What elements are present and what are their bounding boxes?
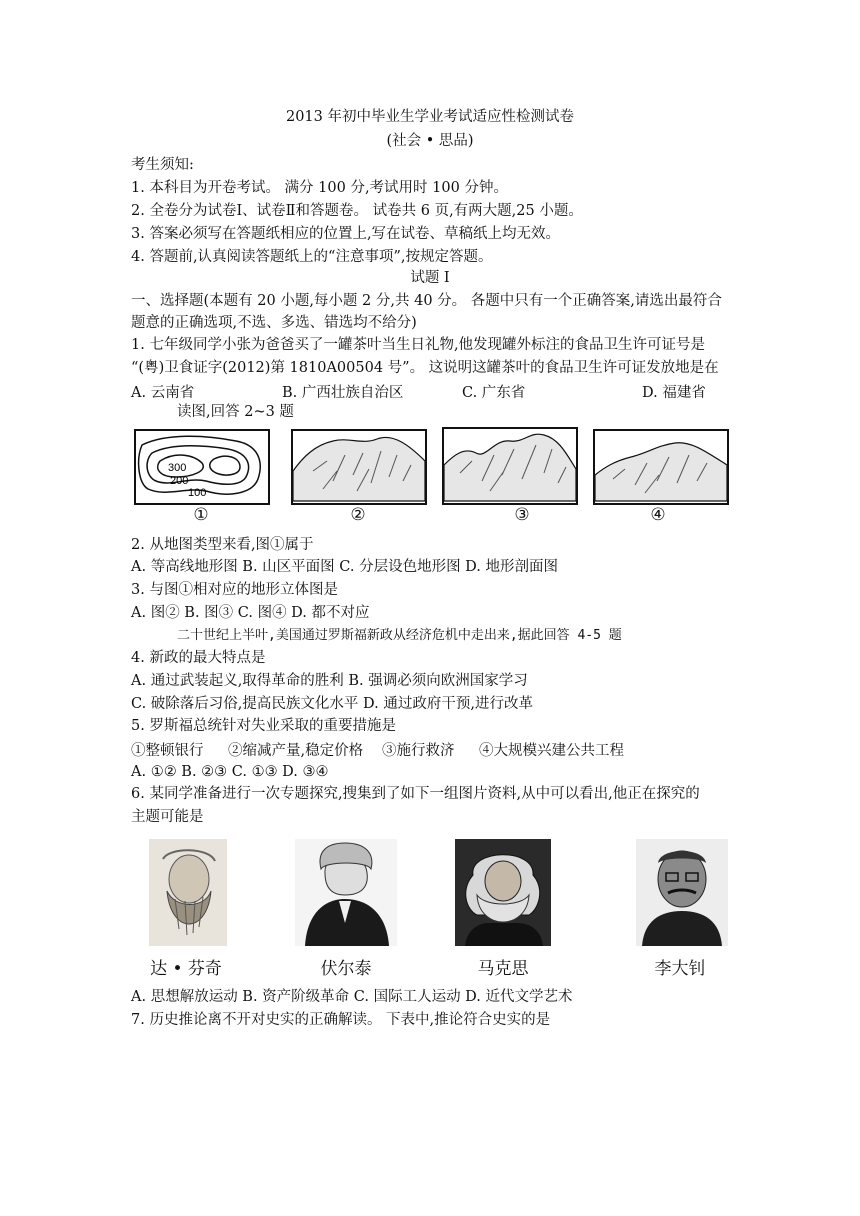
q1-option-a: A. 云南省: [131, 385, 195, 401]
contour-label: 100: [188, 487, 207, 499]
q1-option-b: B. 广西壮族自治区: [282, 385, 404, 401]
q1-option-c: C. 广东省: [462, 385, 526, 401]
figure-label-2: ②: [350, 505, 366, 525]
exam-title: 2013 年初中毕业生学业考试适应性检测试卷: [285, 109, 574, 125]
q2-options: A. 等高线地形图 B. 山区平面图 C. 分层设色地形图 D. 地形剖面图: [131, 559, 559, 575]
portrait-voltaire-image: [295, 839, 397, 946]
q6-stem-cont: 主题可能是: [131, 809, 204, 825]
q4-options: A. 通过武装起义,取得革命的胜利 B. 强调必须向欧洲国家学习: [131, 673, 528, 689]
q3-options: A. 图② B. 图③ C. 图④ D. 都不对应: [131, 605, 370, 621]
q4-stem: 4. 新政的最大特点是: [131, 650, 266, 666]
notice-item: 4. 答题前,认真阅读答题纸上的“注意事项”,按规定答题。: [131, 249, 493, 265]
q6-stem: 6. 某同学准备进行一次专题探究,搜集到了如下一组图片资料,从中可以看出,他正在探究的: [131, 786, 700, 802]
portrait-marx-image: [455, 839, 551, 946]
figure-label-3: ③: [514, 505, 530, 525]
terrain-figure-4: [593, 429, 729, 505]
q4-5-intro: 二十世纪上半叶,美国通过罗斯福新政从经济危机中走出来,据此回答 4-5 题: [177, 628, 622, 643]
q5-item: ③施行救济: [382, 743, 455, 759]
q5-options: A. ①② B. ②③ C. ①③ D. ③④: [131, 764, 329, 780]
section-intro-cont: 题意的正确选项,不选、多选、错选均不给分): [131, 315, 417, 331]
contour-label: 300: [168, 462, 187, 474]
notice-item: 3. 答案必须写在答题纸相应的位置上,写在试卷、草稿纸上均无效。: [131, 226, 561, 242]
q3-stem: 3. 与图①相对应的地形立体图是: [131, 582, 338, 598]
contour-label: 200: [170, 475, 189, 487]
contour-map-svg: [136, 431, 268, 503]
read-map-instruction: 读图,回答 2~3 题: [177, 404, 294, 420]
q5-stem: 5. 罗斯福总统针对失业采取的重要措施是: [131, 718, 396, 734]
q5-items: [131, 739, 731, 760]
q5-item: ①整顿银行: [131, 743, 204, 759]
figure-label-1: ①: [193, 505, 209, 525]
q5-item: ④大规模兴建公共工程: [479, 743, 624, 759]
portrait-caption: 李大钊: [654, 959, 706, 979]
notice-item: 1. 本科目为开卷考试。 满分 100 分,考试用时 100 分钟。: [131, 180, 508, 196]
q1-options: [131, 381, 731, 402]
q6-options: A. 思想解放运动 B. 资产阶级革命 C. 国际工人运动 D. 近代文学艺术: [131, 989, 573, 1005]
notice-item: 2. 全卷分为试卷Ⅰ、试卷Ⅱ和答题卷。 试卷共 6 页,有两大题,25 小题。: [131, 203, 583, 219]
terrain-svg-2: [293, 431, 425, 503]
q1-stem: 1. 七年级同学小张为爸爸买了一罐茶叶当生日礼物,他发现罐外标注的食品卫生许可证号是: [131, 337, 706, 353]
terrain-svg-3: [444, 429, 576, 503]
contour-map-figure: [134, 429, 270, 505]
portrait-li-dazhao-image: [636, 839, 728, 946]
terrain-svg-4: [595, 431, 727, 503]
portrait-da-vinci-image: [149, 839, 227, 946]
section-title: 试题 I: [410, 270, 450, 286]
portrait-caption: 达 • 芬奇: [150, 959, 222, 979]
q5-item: ②缩减产量,稳定价格: [228, 743, 364, 759]
q1-option-d: D. 福建省: [642, 385, 706, 401]
exam-subtitle: (社会 • 思品): [386, 133, 474, 149]
terrain-figure-3: [442, 427, 578, 505]
portrait-caption: 马克思: [477, 959, 529, 979]
portrait-caption: 伏尔泰: [320, 959, 372, 979]
figure-label-4: ④: [650, 505, 666, 525]
terrain-figure-2: [291, 429, 427, 505]
q7-stem: 7. 历史推论离不开对史实的正确解读。 下表中,推论符合史实的是: [131, 1012, 551, 1028]
q1-stem-cont: “(粤)卫食证字(2012)第 1810A00504 号”。 这说明这罐茶叶的食品卫生许可证发放地是在: [131, 360, 719, 376]
section-intro: 一、选择题(本题有 20 小题,每小题 2 分,共 40 分。 各题中只有一个正确答案,请选出最符合: [131, 293, 722, 309]
q2-stem: 2. 从地图类型来看,图①属于: [131, 537, 314, 553]
notice-heading: 考生须知:: [131, 157, 194, 173]
q4-options-cont: C. 破除落后习俗,提高民族文化水平 D. 通过政府干预,进行改革: [131, 696, 533, 712]
